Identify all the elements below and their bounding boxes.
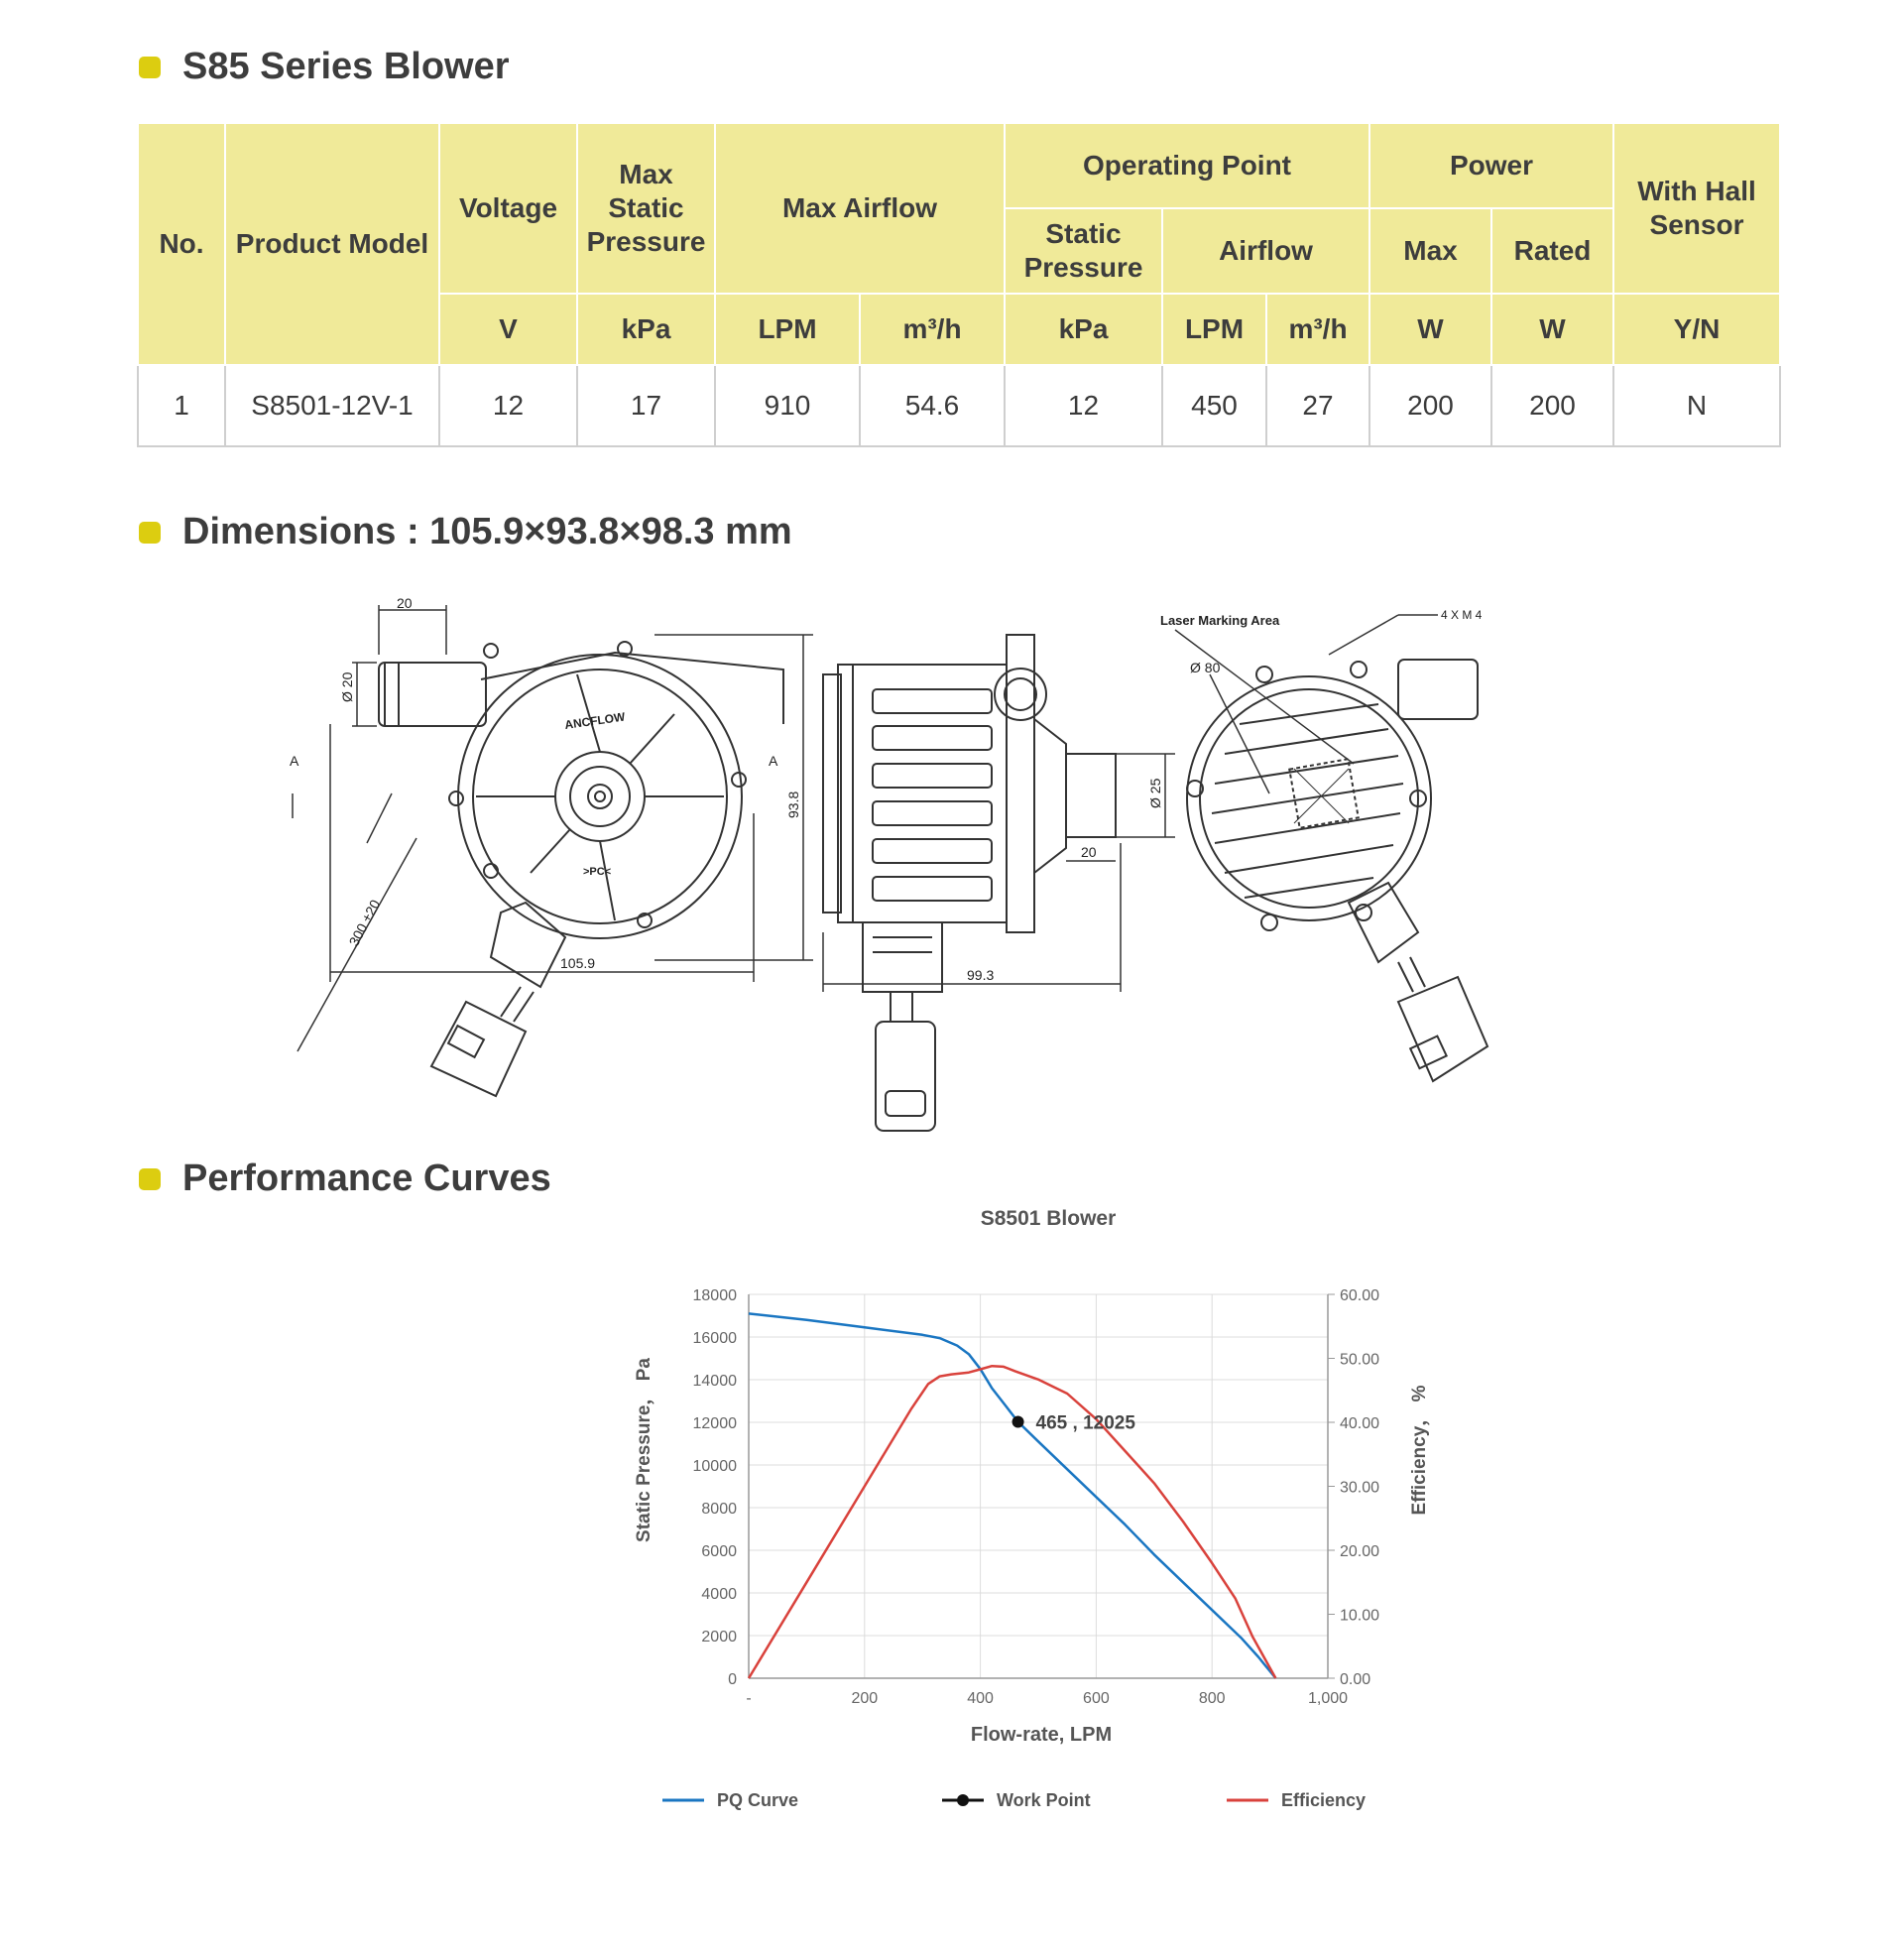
y-tick-label: 8000 — [701, 1501, 737, 1518]
cell-power-max: 200 — [1369, 365, 1491, 446]
unit-lpm-op: LPM — [1162, 294, 1266, 365]
table-row — [138, 365, 1780, 446]
y-tick-label: 0 — [728, 1671, 737, 1688]
cell-max-lpm: 910 — [715, 365, 860, 446]
x-tick-label: 400 — [967, 1690, 994, 1707]
section-bullet-icon — [139, 57, 161, 78]
unit-m3h-op: m³/h — [1266, 294, 1369, 365]
dim-105-9: 105.9 — [560, 955, 596, 971]
cell-max-m3h: 54.6 — [860, 365, 1005, 446]
cell-op-kpa: 12 — [1005, 365, 1162, 446]
unit-kpa: kPa — [577, 294, 715, 365]
pc-mark: >PC< — [583, 866, 612, 878]
header-product-model: Product Model — [225, 123, 439, 365]
spec-section-title: S85 Series Blower — [139, 46, 510, 88]
unit-v: V — [439, 294, 577, 365]
section-bullet-icon — [139, 522, 161, 544]
header-static-pressure: Static Pressure — [1005, 208, 1162, 294]
y-tick-label: 6000 — [701, 1543, 737, 1560]
y2-tick-label: 0.00 — [1340, 1671, 1371, 1688]
y2-axis-label: Efficiency， % — [1409, 1385, 1430, 1516]
spec-table — [137, 122, 1781, 447]
front-view-drawing — [293, 605, 813, 1096]
performance-section-title: Performance Curves — [139, 1158, 551, 1200]
screws-label: 4 X M 4 — [1441, 608, 1483, 622]
x-tick-label: 600 — [1083, 1690, 1110, 1707]
cell-max-static: 17 — [577, 365, 715, 446]
cell-no: 1 — [138, 365, 225, 446]
header-airflow: Airflow — [1162, 208, 1369, 294]
side-view-drawing — [823, 635, 1175, 1131]
y-axis-label: Static Pressure， Pa — [634, 1358, 654, 1542]
header-max-airflow: Max Airflow — [715, 123, 1005, 294]
y-tick-label: 16000 — [692, 1330, 737, 1347]
chart-axes — [693, 1287, 1380, 1707]
header-hall-sensor: With Hall Sensor — [1613, 123, 1780, 294]
legend-label: Efficiency — [1281, 1790, 1367, 1810]
x-tick-label: 1,000 — [1307, 1690, 1349, 1707]
y2-tick-label: 10.00 — [1340, 1607, 1380, 1625]
y-tick-label: 10000 — [692, 1458, 737, 1475]
x-tick-label: - — [746, 1690, 752, 1707]
x-axis-label: Flow-rate, LPM — [970, 1724, 1113, 1746]
back-view-drawing — [1175, 615, 1488, 1081]
dimensions-section-title: Dimensions : 105.9×93.8×98.3 mm — [139, 511, 792, 553]
cell-hall: N — [1613, 365, 1780, 446]
unit-kpa-op: kPa — [1005, 294, 1162, 365]
chart-grid — [749, 1294, 1328, 1678]
unit-m3h: m³/h — [860, 294, 1005, 365]
y2-tick-label: 50.00 — [1340, 1351, 1380, 1369]
dim-20-side: 20 — [1081, 844, 1097, 860]
dim-phi20: Ø 20 — [339, 671, 355, 702]
work-point-marker — [1012, 1415, 1024, 1427]
chart-legend — [662, 1790, 1366, 1810]
dim-93-8: 93.8 — [785, 791, 801, 818]
x-tick-label: 200 — [851, 1690, 879, 1707]
unit-w-max: W — [1369, 294, 1491, 365]
legend-label: Work Point — [997, 1790, 1091, 1810]
dim-20-top: 20 — [397, 595, 413, 611]
header-voltage: Voltage — [439, 123, 577, 294]
cell-op-lpm: 450 — [1162, 365, 1266, 446]
table-header-row — [138, 123, 1780, 208]
chart-plot-area — [749, 1313, 1275, 1678]
cell-model: S8501-12V-1 — [225, 365, 439, 446]
pq-curve-line — [749, 1313, 1275, 1678]
cell-voltage: 12 — [439, 365, 577, 446]
y2-tick-label: 60.00 — [1340, 1287, 1380, 1304]
y-tick-label: 12000 — [692, 1415, 737, 1432]
y-tick-label: 18000 — [692, 1287, 737, 1304]
section-a-label-right: A — [769, 753, 778, 769]
header-power-rated: Rated — [1491, 208, 1613, 294]
header-power: Power — [1369, 123, 1613, 208]
dim-cable-300: 300 ±20 — [345, 897, 384, 949]
header-operating-point: Operating Point — [1005, 123, 1369, 208]
header-power-max: Max — [1369, 208, 1491, 294]
legend-label: PQ Curve — [717, 1790, 799, 1810]
unit-w-rated: W — [1491, 294, 1613, 365]
y2-tick-label: 30.00 — [1340, 1479, 1380, 1497]
header-max-static: Max Static Pressure — [577, 123, 715, 294]
chart-title: S8501 Blower — [980, 1207, 1117, 1230]
unit-lpm: LPM — [715, 294, 860, 365]
dim-phi25: Ø 25 — [1147, 778, 1163, 808]
work-point-label: 465 , 12025 — [1035, 1412, 1135, 1434]
brand-logo-text: ANCFLOW — [563, 709, 627, 732]
unit-yn: Y/N — [1613, 294, 1780, 365]
dim-99-3: 99.3 — [967, 967, 995, 983]
dim-phi80: Ø 80 — [1190, 660, 1221, 675]
section-a-label-left: A — [290, 753, 299, 769]
y2-tick-label: 20.00 — [1340, 1543, 1380, 1560]
laser-marking-label: Laser Marking Area — [1160, 613, 1280, 628]
y-tick-label: 14000 — [692, 1373, 737, 1390]
x-tick-label: 800 — [1198, 1690, 1226, 1707]
y2-tick-label: 40.00 — [1340, 1415, 1380, 1432]
y-tick-label: 4000 — [701, 1586, 737, 1603]
y-tick-label: 2000 — [701, 1629, 737, 1645]
cell-op-m3h: 27 — [1266, 365, 1369, 446]
section-bullet-icon — [139, 1168, 161, 1190]
header-no: No. — [138, 123, 225, 365]
technical-drawings — [290, 595, 1587, 1131]
cell-power-rated: 200 — [1491, 365, 1613, 446]
performance-chart — [615, 1200, 1488, 1835]
legend-marker — [957, 1794, 969, 1806]
